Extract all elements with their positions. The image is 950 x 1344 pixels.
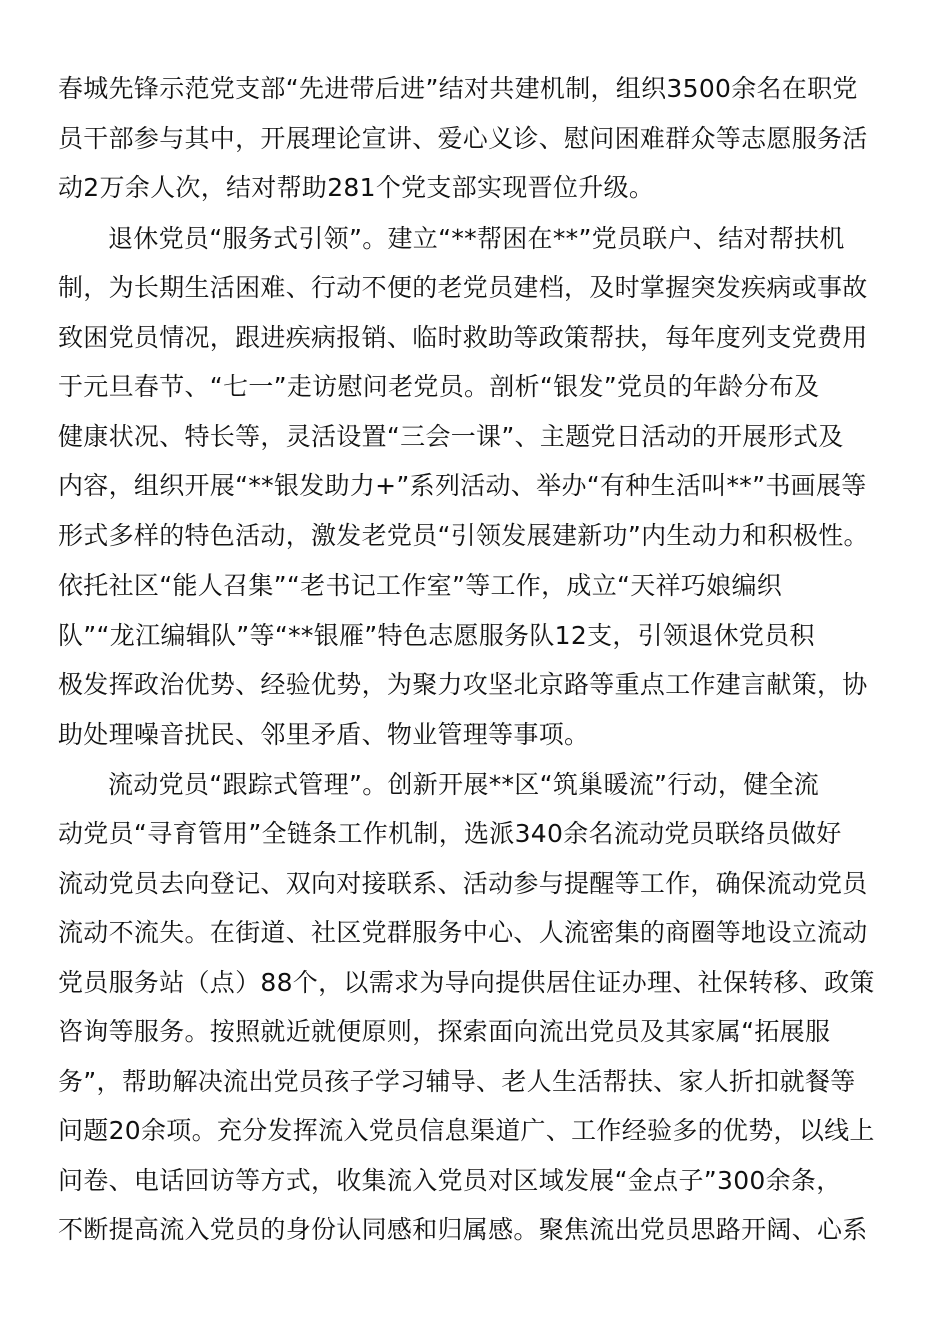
- text-line: 员干部参与其中，开展理论宣讲、爱心义诊、慰问困难群众等志愿服务活: [58, 124, 868, 153]
- text-line: 依托社区“能人召集”“老书记工作室”等工作，成立“天祥巧娘编织: [58, 571, 783, 600]
- text-line: 动2万余人次，结对帮助281个党支部实现晋位升级。: [58, 173, 655, 202]
- text-line: 健康状况、特长等，灵活设置“三会一课”、主题党日活动的开展形式及: [58, 422, 844, 451]
- text-line: 务”，帮助解决流出党员孩子学习辅导、老人生活帮扶、家人折扣就餐等: [58, 1067, 856, 1096]
- text-line: 流动不流失。在街道、社区党群服务中心、人流密集的商圈等地设立流动: [58, 918, 868, 947]
- text-line: 助处理噪音扰民、邻里矛盾、物业管理等事项。: [58, 720, 590, 749]
- text-line: 不断提高流入党员的身份认同感和归属感。聚焦流出党员思路开阔、心系: [58, 1215, 868, 1244]
- text-line: 动党员“寻育管用”全链条工作机制，选派340余名流动党员联络员做好: [58, 819, 842, 848]
- text-line: 问题20余项。充分发挥流入党员信息渠道广、工作经验多的优势，以线上: [58, 1116, 875, 1145]
- text-line: 内容，组织开展“**银发助力+”系列活动、举办“有种生活叫**”书画展等: [58, 471, 867, 500]
- text-line: 咨询等服务。按照就近就便原则，探索面向流出党员及其家属“拓展服: [58, 1017, 831, 1046]
- text-line: 于元旦春节、“七一”走访慰问老党员。剖析“银发”党员的年龄分布及: [58, 372, 820, 401]
- text-line: 党员服务站（点）88个，以需求为导向提供居住证办理、社保转移、政策: [58, 968, 875, 997]
- text-line: 形式多样的特色活动，激发老党员“引领发展建新功”内生动力和积极性。: [58, 521, 869, 550]
- text-line: 流动党员去向登记、双向对接联系、活动参与提醒等工作，确保流动党员: [58, 869, 868, 898]
- text-line: 极发挥政治优势、经验优势，为聚力攻坚北京路等重点工作建言献策，协: [58, 670, 868, 699]
- text-line: 问卷、电话回访等方式，收集流入党员对区域发展“金点子”300余条，: [58, 1166, 842, 1195]
- text-line: 队”“龙江编辑队”等“**银雁”特色志愿服务队12支，引领退休党员积: [58, 621, 815, 650]
- paragraph-heading-line: 流动党员“跟踪式管理”。创新开展**区“筑巢暖流”行动，健全流: [108, 770, 820, 799]
- text-line: 制，为长期生活困难、行动不便的老党员建档，及时掌握突发疾病或事故: [58, 273, 868, 302]
- text-line: 致困党员情况，跟进疾病报销、临时救助等政策帮扶，每年度列支党费用: [58, 323, 868, 352]
- paragraph-heading-line: 退休党员“服务式引领”。建立“**帮困在**”党员联户、结对帮扶机: [108, 224, 845, 253]
- text-line: 春城先锋示范党支部“先进带后进”结对共建机制，组织3500余名在职党: [58, 74, 858, 103]
